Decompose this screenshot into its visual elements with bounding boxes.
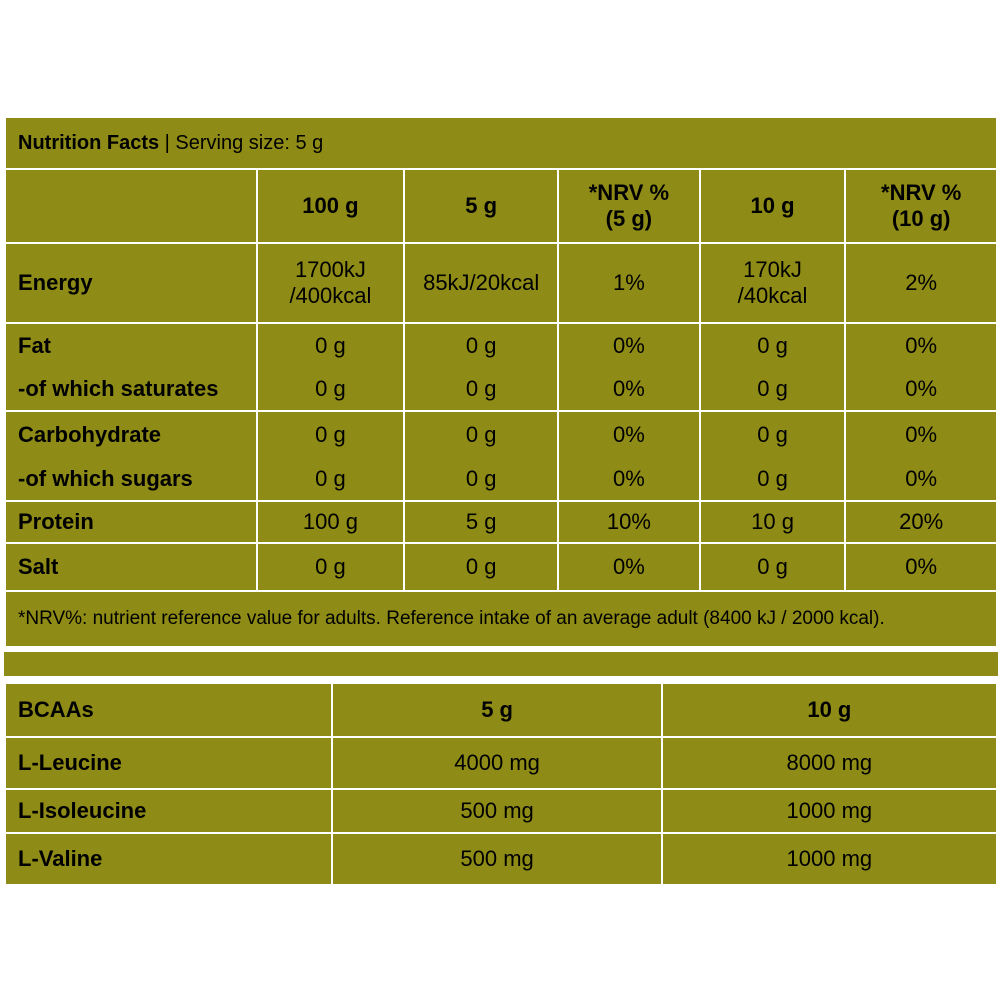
footnote-row: [5, 591, 997, 647]
bcaa-header-5g: 5 g: [332, 683, 661, 737]
bcaa-header-row: [5, 683, 997, 737]
nutrition-title-row: [5, 117, 997, 169]
bcaa-header-10g: 10 g: [662, 683, 997, 737]
sugars-nrv-10g: 0%: [845, 457, 997, 501]
leucine-label: L-Leucine: [5, 737, 332, 789]
bcaa-table: [4, 682, 998, 886]
nutrition-title-cell: [5, 117, 997, 169]
nutrition-facts-table: [4, 116, 998, 648]
header-nrv-10g: *NRV % (10 g): [845, 169, 997, 243]
energy-nrv-10g: 2%: [845, 243, 997, 323]
protein-5g: 5 g: [404, 501, 558, 543]
row-protein: [5, 501, 997, 543]
nrv-footnote: *NRV%: nutrient reference value for adults. Reference intake of an average adult (8400 kJ / 2000 kcal).: [5, 591, 997, 647]
salt-10g: 0 g: [700, 543, 846, 591]
salt-nrv-10g: 0%: [845, 543, 997, 591]
bcaa-header-label: BCAAs: [5, 683, 332, 737]
fat-label: Fat: [5, 323, 257, 367]
energy-label: Energy: [5, 243, 257, 323]
leucine-10g: 8000 mg: [662, 737, 997, 789]
saturates-nrv-5g: 0%: [558, 367, 700, 411]
protein-nrv-10g: 20%: [845, 501, 997, 543]
valine-label: L-Valine: [5, 833, 332, 885]
salt-label: Salt: [5, 543, 257, 591]
row-sugars: [5, 457, 997, 501]
nutrition-header-row: [5, 169, 997, 243]
energy-5g: 85kJ/20kcal: [404, 243, 558, 323]
sugars-5g: 0 g: [404, 457, 558, 501]
isoleucine-label: L-Isoleucine: [5, 789, 332, 833]
row-fat: [5, 323, 997, 367]
isoleucine-5g: 500 mg: [332, 789, 661, 833]
fat-nrv-10g: 0%: [845, 323, 997, 367]
energy-100g: 1700kJ /400kcal: [257, 243, 405, 323]
saturates-5g: 0 g: [404, 367, 558, 411]
carbohydrate-label: Carbohydrate: [5, 411, 257, 457]
fat-100g: 0 g: [257, 323, 405, 367]
valine-10g: 1000 mg: [662, 833, 997, 885]
fat-10g: 0 g: [700, 323, 846, 367]
carbohydrate-nrv-10g: 0%: [845, 411, 997, 457]
carbohydrate-nrv-5g: 0%: [558, 411, 700, 457]
saturates-nrv-10g: 0%: [845, 367, 997, 411]
saturates-label: -of which saturates: [5, 367, 257, 411]
header-100g: 100 g: [257, 169, 405, 243]
fat-nrv-5g: 0%: [558, 323, 700, 367]
protein-100g: 100 g: [257, 501, 405, 543]
row-valine: [5, 833, 997, 885]
isoleucine-10g: 1000 mg: [662, 789, 997, 833]
energy-10g: 170kJ /40kcal: [700, 243, 846, 323]
energy-nrv-5g: 1%: [558, 243, 700, 323]
row-saturates: [5, 367, 997, 411]
row-energy: [5, 243, 997, 323]
header-10g: 10 g: [700, 169, 846, 243]
leucine-5g: 4000 mg: [332, 737, 661, 789]
salt-nrv-5g: 0%: [558, 543, 700, 591]
header-nrv-5g: *NRV % (5 g): [558, 169, 700, 243]
nutrition-title: Nutrition Facts: [18, 132, 160, 154]
protein-label: Protein: [5, 501, 257, 543]
saturates-10g: 0 g: [700, 367, 846, 411]
carbohydrate-5g: 0 g: [404, 411, 558, 457]
salt-5g: 0 g: [404, 543, 558, 591]
header-5g: 5 g: [404, 169, 558, 243]
separator-band: [4, 652, 998, 676]
sugars-10g: 0 g: [700, 457, 846, 501]
sugars-label: -of which sugars: [5, 457, 257, 501]
fat-5g: 0 g: [404, 323, 558, 367]
protein-10g: 10 g: [700, 501, 846, 543]
valine-5g: 500 mg: [332, 833, 661, 885]
sugars-nrv-5g: 0%: [558, 457, 700, 501]
row-leucine: [5, 737, 997, 789]
row-carbohydrate: [5, 411, 997, 457]
saturates-100g: 0 g: [257, 367, 405, 411]
row-isoleucine: [5, 789, 997, 833]
serving-size: | Serving size: 5 g: [159, 132, 324, 154]
salt-100g: 0 g: [257, 543, 405, 591]
carbohydrate-10g: 0 g: [700, 411, 846, 457]
sugars-100g: 0 g: [257, 457, 405, 501]
row-salt: [5, 543, 997, 591]
header-empty: [5, 169, 257, 243]
carbohydrate-100g: 0 g: [257, 411, 405, 457]
protein-nrv-5g: 10%: [558, 501, 700, 543]
